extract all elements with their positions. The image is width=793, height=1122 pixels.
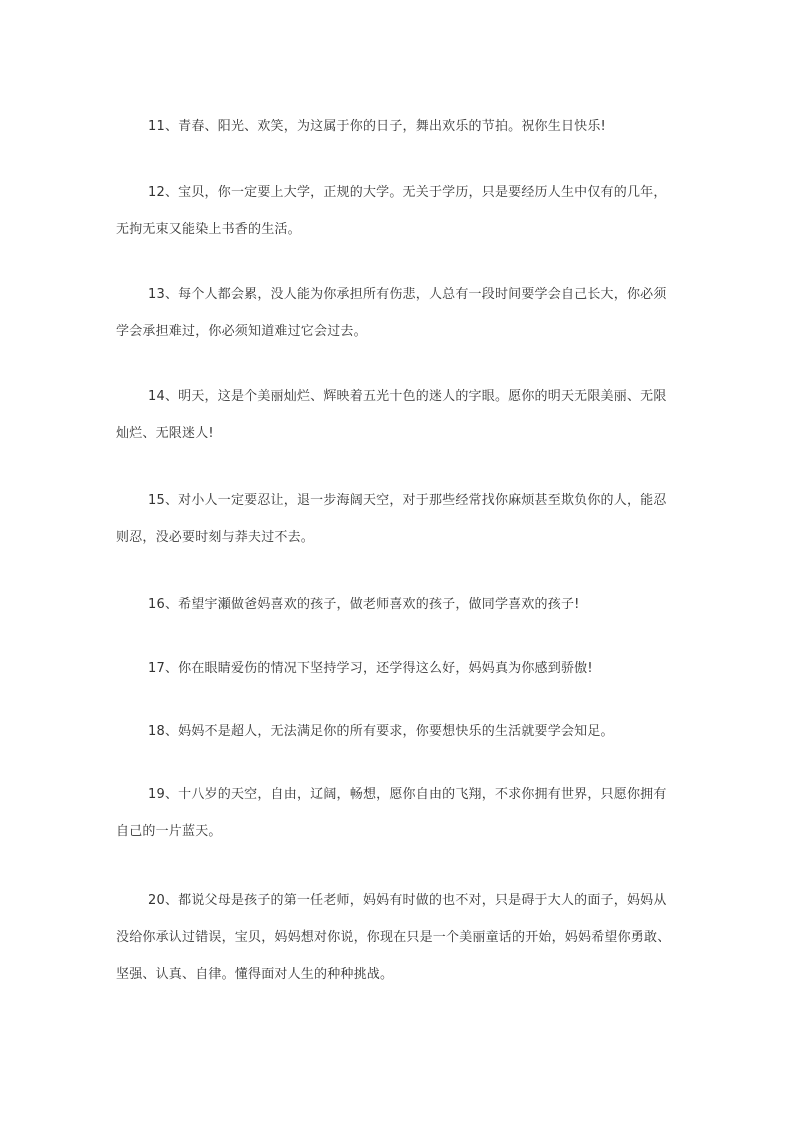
paragraph-14: 14、明天，这是个美丽灿烂、辉映着五光十色的迷人的字眼。愿你的明天无限美丽、无限灿烂、无限迷人! [116, 389, 667, 441]
paragraph-12: 12、宝贝，你一定要上大学，正规的大学。无关于学历，只是要经历人生中仅有的几年，无拘无束又能染上书香的生活。 [116, 185, 667, 237]
paragraph-17: 17、你在眼睛爱伤的情况下坚持学习，还学得这么好，妈妈真为你感到骄傲! [148, 661, 593, 676]
paragraph-13: 13、每个人都会累，没人能为你承担所有伤悲，人总有一段时间要学会自己长大，你必须学会承担难过，你必须知道难过它会过去。 [116, 287, 667, 339]
paragraph-18: 18、妈妈不是超人，无法满足你的所有要求，你要想快乐的生活就要学会知足。 [148, 724, 614, 739]
paragraph-19: 19、十八岁的天空，自由，辽阔，畅想，愿你自由的飞翔，不求你拥有世界，只愿你拥有自己的一片蓝天。 [116, 787, 667, 839]
paragraph-20: 20、都说父母是孩子的第一任老师，妈妈有时做的也不对，只是碍于大人的面子，妈妈从没给你承认过错误，宝贝，妈妈想对你说，你现在只是一个美丽童话的开始，妈妈希望你勇敢、坚强、认真、自律。懂得面对人生的种种挑战。 [116, 893, 671, 982]
paragraph-16: 16、希望宇瀬做爸妈喜欢的孩子，做老师喜欢的孩子，做同学喜欢的孩子! [148, 597, 580, 612]
paragraph-11: 11、青春、阳光、欢笑，为这属于你的日子，舞出欢乐的节拍。祝你生日快乐! [148, 119, 606, 134]
paragraph-15: 15、对小人一定要忍让，退一步海阔天空，对于那些经常找你麻烦甚至欺负你的人，能忍则忍，没必要时刻与莽夫过不去。 [116, 493, 667, 545]
